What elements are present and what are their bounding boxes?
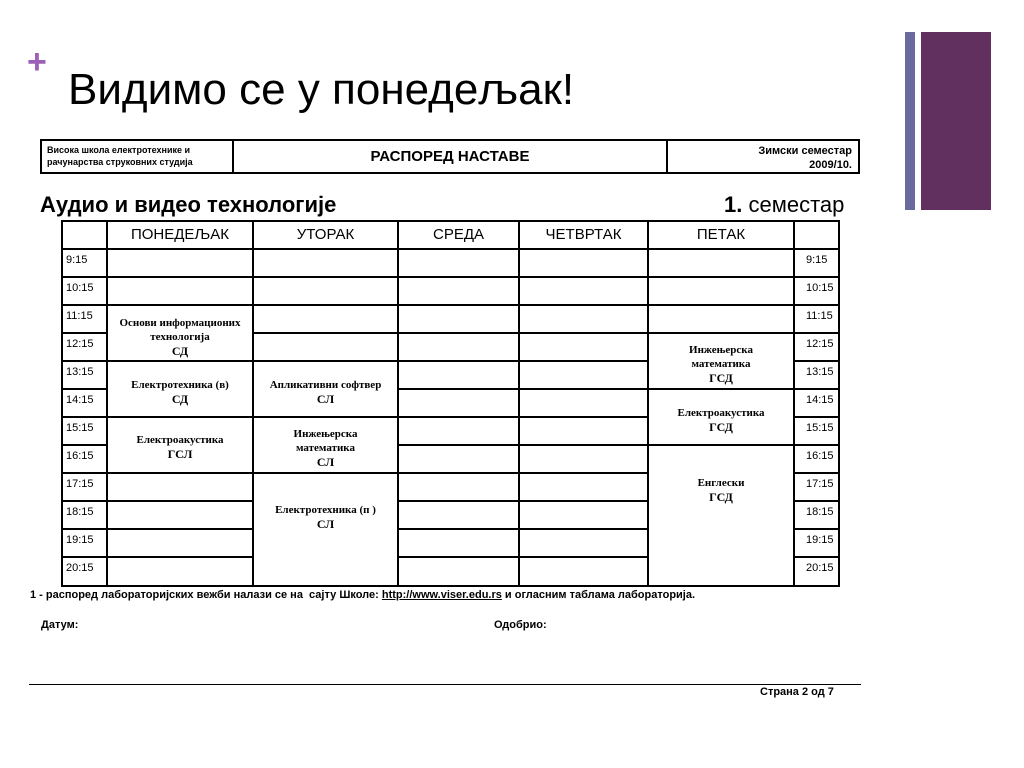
time-right: 13:15 bbox=[806, 366, 834, 378]
day-header-monday: ПОНЕДЕЉАК bbox=[130, 226, 230, 243]
class-name: Електроакустика bbox=[677, 407, 765, 419]
school-year: 2009/10. bbox=[809, 159, 852, 171]
page-number: Страна 2 од 7 bbox=[760, 686, 834, 698]
time-left: 17:15 bbox=[66, 478, 94, 490]
time-left: 13:15 bbox=[66, 366, 94, 378]
semester-word: семестар bbox=[748, 192, 845, 217]
schedule-title: РАСПОРЕД НАСТАВЕ bbox=[234, 141, 668, 172]
decorative-thin-bar bbox=[905, 32, 915, 210]
footer-divider bbox=[29, 684, 861, 685]
time-left: 20:15 bbox=[66, 562, 94, 574]
time-left: 12:15 bbox=[66, 338, 94, 350]
class-block bbox=[109, 433, 251, 461]
class-name: Електроакустика bbox=[136, 434, 224, 446]
class-code: СД bbox=[171, 344, 189, 358]
time-right: 20:15 bbox=[806, 562, 834, 574]
time-left: 15:15 bbox=[66, 422, 94, 434]
class-block bbox=[650, 406, 792, 434]
semester-name: Зимски семестар bbox=[758, 145, 852, 157]
class-name: Енглески bbox=[697, 477, 745, 489]
date-label: Датум: bbox=[41, 619, 79, 631]
time-left: 11:15 bbox=[66, 310, 93, 322]
time-left: 18:15 bbox=[66, 506, 94, 518]
slide-title: Видимо се у понедељак! bbox=[68, 65, 575, 114]
class-block bbox=[255, 378, 396, 406]
class-code: СЛ bbox=[316, 392, 335, 406]
time-left: 19:15 bbox=[66, 534, 94, 546]
time-right: 11:15 bbox=[806, 310, 833, 322]
time-left: 9:15 bbox=[66, 254, 88, 266]
day-header-tuesday: УТОРАК bbox=[296, 226, 355, 243]
time-right: 9:15 bbox=[806, 254, 828, 266]
semester-number: 1. bbox=[724, 192, 743, 217]
school-website-link[interactable]: http://www.viser.edu.rs bbox=[381, 589, 502, 601]
class-code: СЛ bbox=[316, 517, 335, 531]
time-right: 19:15 bbox=[806, 534, 834, 546]
approved-label: Одобрио: bbox=[494, 619, 547, 631]
day-header-wednesday: СРЕДА bbox=[432, 226, 484, 243]
time-right: 18:15 bbox=[806, 506, 834, 518]
class-name: Апликативни софтвер bbox=[269, 379, 382, 391]
class-name: Инжењерска математика bbox=[689, 344, 753, 370]
schedule-header bbox=[40, 139, 860, 174]
note-suffix: и огласним таблама лабораторија. bbox=[501, 589, 696, 601]
semester-info bbox=[668, 141, 858, 172]
decorative-accent-bar bbox=[921, 32, 991, 210]
time-right: 16:15 bbox=[806, 450, 834, 462]
class-code: ГСД bbox=[709, 490, 733, 504]
class-block bbox=[255, 503, 396, 531]
time-right: 15:15 bbox=[806, 422, 834, 434]
time-right: 17:15 bbox=[806, 478, 834, 490]
class-code: СЛ bbox=[316, 455, 335, 469]
time-right: 12:15 bbox=[806, 338, 834, 350]
note-prefix: 1 - распоред лабораторијских вежби налази се на сајту Школе: bbox=[30, 589, 382, 601]
semester-label bbox=[724, 190, 844, 220]
class-code: СД bbox=[171, 392, 189, 406]
program-name: Аудио и видео технологије bbox=[40, 192, 337, 217]
class-name: Основи информационих технологија bbox=[119, 317, 241, 343]
class-block bbox=[678, 343, 764, 385]
class-name: Електротехника (п ) bbox=[275, 504, 376, 516]
day-header-friday: ПЕТАК bbox=[696, 226, 746, 243]
class-code: ГСД bbox=[709, 420, 733, 434]
time-left: 16:15 bbox=[66, 450, 94, 462]
class-code: ГСД bbox=[709, 371, 733, 385]
class-name: Инжењерска математика bbox=[293, 428, 358, 454]
school-name: Висока школа електротехнике и рачунарства струковних студија bbox=[42, 141, 234, 172]
class-name: Електротехника (в) bbox=[131, 379, 229, 391]
lab-schedule-note bbox=[30, 588, 695, 602]
time-right: 10:15 bbox=[806, 282, 834, 294]
class-block bbox=[109, 316, 251, 358]
time-left: 14:15 bbox=[66, 394, 94, 406]
class-block bbox=[650, 476, 792, 504]
class-block bbox=[283, 427, 368, 469]
class-code: ГСЛ bbox=[167, 447, 193, 461]
class-block bbox=[109, 378, 251, 406]
plus-bullet-icon: + bbox=[27, 43, 47, 81]
day-header-thursday: ЧЕТВРТАК bbox=[545, 226, 622, 243]
time-left: 10:15 bbox=[66, 282, 94, 294]
time-right: 14:15 bbox=[806, 394, 834, 406]
